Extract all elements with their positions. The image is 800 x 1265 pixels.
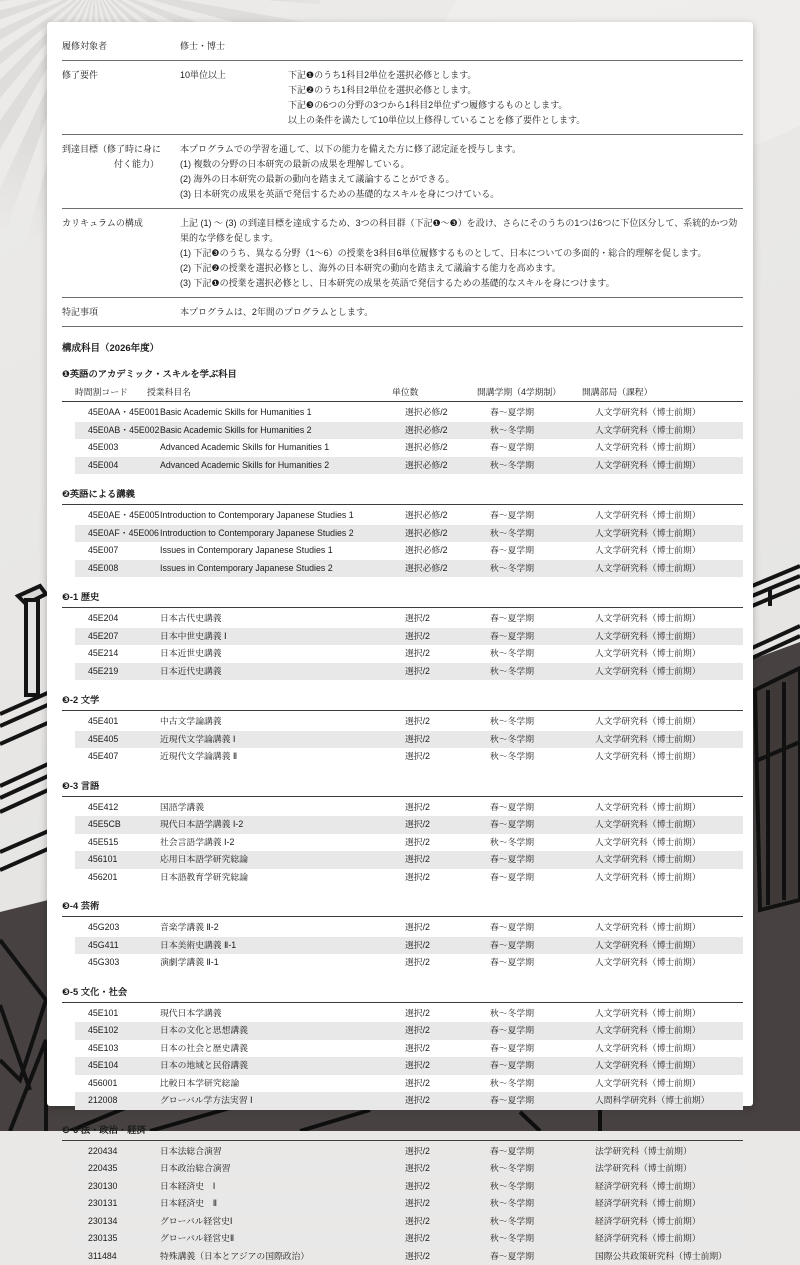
cell-timetable-code: 45E412: [88, 799, 160, 817]
cell-department: 人文学研究科（博士前期）: [595, 1057, 743, 1075]
condition-line: 下記❸の6つの分野の3つから1科目2単位ずつ履修するものとします。: [288, 98, 743, 113]
cell-course-name: 日本の社会と歴史講義: [160, 1040, 405, 1058]
cell-timetable-code: 45E204: [88, 610, 160, 628]
cell-department: 人文学研究科（博士前期）: [595, 713, 743, 731]
cell-timetable-code: 220435: [88, 1160, 160, 1178]
cell-department: 人文学研究科（博士前期）: [595, 1040, 743, 1058]
cell-timetable-code: 45G303: [88, 954, 160, 972]
curriculum-line: (3) 下記❶の授業を選択必修とし、日本研究の成果を英語で発信するための基礎的なスキルを身につけます。: [180, 276, 743, 291]
cell-department: 人文学研究科（博士前期）: [595, 816, 743, 834]
table-row: [75, 816, 743, 834]
cell-units: 選択/2: [405, 645, 490, 663]
cell-timetable-code: 45E004: [88, 457, 160, 475]
cell-timetable-code: 45E405: [88, 731, 160, 749]
cell-units: 選択/2: [405, 834, 490, 852]
cell-course-name: 社会言語学講義 Ⅰ-2: [160, 834, 405, 852]
divider: [62, 208, 743, 209]
table-row: [75, 439, 743, 457]
cell-semester: 秋～冬学期: [490, 560, 595, 578]
curriculum-label: カリキュラムの構成: [62, 216, 180, 291]
cell-department: 人文学研究科（博士前期）: [595, 869, 743, 887]
cell-semester: 春～夏学期: [490, 816, 595, 834]
cell-semester: 秋～冬学期: [490, 1230, 595, 1248]
notes-label: 特記事項: [62, 305, 180, 320]
course-section: [62, 486, 743, 577]
cell-semester: 春～夏学期: [490, 404, 595, 422]
table-row: [75, 422, 743, 440]
cell-course-name: 現代日本学講義: [160, 1005, 405, 1023]
condition-line: 下記❷のうち1科目2単位を選択必修とします。: [288, 83, 743, 98]
cell-units: 選択必修/2: [405, 525, 490, 543]
curriculum-line: (1) 下記❸のうち、異なる分野（1～6）の授業を3科目6単位履修するものとして、日本についての多面的・総合的理解を促します。: [180, 246, 743, 261]
cell-timetable-code: 45E407: [88, 748, 160, 766]
cell-course-name: 特殊講義（日本とアジアの国際政治）: [160, 1248, 405, 1265]
cell-timetable-code: 220434: [88, 1143, 160, 1161]
cell-semester: 秋～冬学期: [490, 422, 595, 440]
course-section: [62, 778, 743, 887]
table-rule: [62, 1140, 743, 1141]
table-row: [75, 1248, 743, 1265]
cell-timetable-code: 45E103: [88, 1040, 160, 1058]
cell-course-name: 日本経済史 Ⅱ: [160, 1195, 405, 1213]
table-row: [75, 713, 743, 731]
cell-semester: 秋～冬学期: [490, 663, 595, 681]
cell-semester: 春～夏学期: [490, 799, 595, 817]
cell-semester: 秋～冬学期: [490, 731, 595, 749]
cell-timetable-code: 456201: [88, 869, 160, 887]
cell-department: 経済学研究科（博士前期）: [595, 1178, 743, 1196]
cell-semester: 秋～冬学期: [490, 457, 595, 475]
cell-department: 経済学研究科（博士前期）: [595, 1230, 743, 1248]
cell-semester: 秋～冬学期: [490, 1213, 595, 1231]
cell-department: 人文学研究科（博士前期）: [595, 542, 743, 560]
cell-timetable-code: 45E008: [88, 560, 160, 578]
cell-timetable-code: 45E401: [88, 713, 160, 731]
cell-course-name: グローバル経営史Ⅱ: [160, 1230, 405, 1248]
cell-department: 人文学研究科（博士前期）: [595, 457, 743, 475]
cell-course-name: 日本経済史 Ⅰ: [160, 1178, 405, 1196]
cell-units: 選択/2: [405, 1040, 490, 1058]
cell-semester: 秋～冬学期: [490, 1075, 595, 1093]
cell-semester: 春～夏学期: [490, 542, 595, 560]
table-row: [75, 507, 743, 525]
cell-semester: 春～夏学期: [490, 937, 595, 955]
table-row: [75, 869, 743, 887]
cell-course-name: 日本法総合演習: [160, 1143, 405, 1161]
cell-timetable-code: 45E101: [88, 1005, 160, 1023]
table-rule: [62, 916, 743, 917]
goal-line: 本プログラムでの学習を通して、以下の能力を備えた方に修了認定証を授与します。: [180, 142, 743, 157]
cell-timetable-code: 456001: [88, 1075, 160, 1093]
info-row-audience: [62, 39, 743, 54]
cell-timetable-code: 45E219: [88, 663, 160, 681]
curriculum-line: 上記 (1) ～ (3) の到達目標を達成するため、3つの科目群（下記❶～❸）を設け、さらにそのうちの1つは6つに下位区分して、系統的かつ効果的な学修を促します。: [180, 216, 743, 246]
curriculum-lines: [180, 216, 743, 291]
cell-units: 選択/2: [405, 663, 490, 681]
cell-semester: 春～夏学期: [490, 919, 595, 937]
cell-semester: 春～夏学期: [490, 869, 595, 887]
cell-course-name: 国語学講義: [160, 799, 405, 817]
cell-course-name: 近現代文学論講義 Ⅰ: [160, 731, 405, 749]
cell-timetable-code: 230135: [88, 1230, 160, 1248]
course-section: [62, 1122, 743, 1265]
completion-credits: 10単位以上: [180, 68, 288, 128]
cell-department: 人文学研究科（博士前期）: [595, 954, 743, 972]
cell-semester: 秋～冬学期: [490, 834, 595, 852]
table-row: [75, 1160, 743, 1178]
course-section-title: ❸-3 言語: [62, 778, 743, 792]
cell-units: 選択/2: [405, 954, 490, 972]
table-row: [75, 1213, 743, 1231]
cell-timetable-code: 45E0AE・45E005: [88, 507, 160, 525]
cell-department: 法学研究科（博士前期）: [595, 1143, 743, 1161]
table-rule: [62, 710, 743, 711]
cell-course-name: Basic Academic Skills for Humanities 2: [160, 422, 405, 440]
cell-semester: 秋～冬学期: [490, 1195, 595, 1213]
cell-course-name: Issues in Contemporary Japanese Studies 1: [160, 542, 405, 560]
course-section: [62, 366, 743, 474]
cell-course-name: 日本近代史講義: [160, 663, 405, 681]
column-header: 単位数: [392, 384, 477, 401]
cell-course-name: Introduction to Contemporary Japanese Studies 2: [160, 525, 405, 543]
cell-course-name: 比較日本学研究総論: [160, 1075, 405, 1093]
course-section: [62, 589, 743, 680]
cell-units: 選択必修/2: [405, 422, 490, 440]
cell-course-name: 近現代文学論講義 Ⅱ: [160, 748, 405, 766]
table-rule: [62, 1002, 743, 1003]
table-rule: [62, 607, 743, 608]
cell-semester: 春～夏学期: [490, 439, 595, 457]
table-row: [75, 748, 743, 766]
info-row-goals: [62, 142, 743, 202]
cell-timetable-code: 45E003: [88, 439, 160, 457]
table-row: [75, 1057, 743, 1075]
goals-label-line1: 到達目標（修了時に身に: [62, 142, 180, 157]
cell-units: 選択/2: [405, 1213, 490, 1231]
info-row-curriculum: [62, 216, 743, 291]
course-section: [62, 692, 743, 766]
column-header: 開講部局（課程）: [582, 384, 743, 401]
cell-timetable-code: 45E5CB: [88, 816, 160, 834]
cell-semester: 秋～冬学期: [490, 1160, 595, 1178]
cell-timetable-code: 45E0AA・45E001: [88, 404, 160, 422]
cell-units: 選択/2: [405, 1022, 490, 1040]
cell-course-name: 日本の地域と民俗講義: [160, 1057, 405, 1075]
table-rule: [62, 504, 743, 505]
goals-label-line2: 付く能力）: [114, 157, 180, 172]
cell-units: 選択/2: [405, 731, 490, 749]
audience-value: 修士・博士: [180, 39, 743, 54]
cell-units: 選択必修/2: [405, 457, 490, 475]
cell-semester: 春～夏学期: [490, 1248, 595, 1265]
cell-department: 人文学研究科（博士前期）: [595, 1005, 743, 1023]
table-row: [75, 919, 743, 937]
table-row: [75, 457, 743, 475]
cell-semester: 春～夏学期: [490, 954, 595, 972]
cell-department: 人文学研究科（博士前期）: [595, 834, 743, 852]
goal-line: (1) 複数の分野の日本研究の最新の成果を理解している。: [180, 157, 743, 172]
cell-semester: 秋～冬学期: [490, 1178, 595, 1196]
cell-department: 人文学研究科（博士前期）: [595, 919, 743, 937]
cell-units: 選択/2: [405, 610, 490, 628]
table-row: [75, 1143, 743, 1161]
cell-timetable-code: 45E207: [88, 628, 160, 646]
cell-units: 選択/2: [405, 1075, 490, 1093]
cell-units: 選択必修/2: [405, 439, 490, 457]
table-row: [75, 731, 743, 749]
cell-course-name: 音楽学講義 Ⅱ-2: [160, 919, 405, 937]
cell-units: 選択/2: [405, 748, 490, 766]
course-section-title: ❸-4 芸術: [62, 898, 743, 912]
cell-course-name: 日本美術史講義 Ⅱ-1: [160, 937, 405, 955]
goal-line: (2) 海外の日本研究の最新の動向を踏まえて議論することができる。: [180, 172, 743, 187]
cell-department: 経済学研究科（博士前期）: [595, 1213, 743, 1231]
cell-course-name: Advanced Academic Skills for Humanities 2: [160, 457, 405, 475]
condition-line: 下記❶のうち1科目2単位を選択必修とします。: [288, 68, 743, 83]
cell-department: 人文学研究科（博士前期）: [595, 422, 743, 440]
cell-department: 人文学研究科（博士前期）: [595, 404, 743, 422]
cell-department: 人文学研究科（博士前期）: [595, 628, 743, 646]
table-row: [75, 1230, 743, 1248]
cell-units: 選択/2: [405, 1160, 490, 1178]
cell-department: 人文学研究科（博士前期）: [595, 731, 743, 749]
cell-course-name: Issues in Contemporary Japanese Studies 2: [160, 560, 405, 578]
cell-semester: 秋～冬学期: [490, 713, 595, 731]
column-header: 開講学期（4学期制）: [477, 384, 582, 401]
table-row: [75, 525, 743, 543]
cell-semester: 春～夏学期: [490, 1040, 595, 1058]
cell-department: 人文学研究科（博士前期）: [595, 748, 743, 766]
condition-line: 以上の条件を満たして10単位以上修得していることを修了要件とします。: [288, 113, 743, 128]
cell-units: 選択必修/2: [405, 542, 490, 560]
table-row: [75, 851, 743, 869]
course-section-title: ❸-5 文化・社会: [62, 984, 743, 998]
cell-units: 選択/2: [405, 1195, 490, 1213]
table-row: [75, 1178, 743, 1196]
table-row: [75, 1092, 743, 1110]
cell-department: 人文学研究科（博士前期）: [595, 560, 743, 578]
cell-department: 経済学研究科（博士前期）: [595, 1195, 743, 1213]
divider: [62, 326, 743, 327]
cell-course-name: 応用日本語学研究総論: [160, 851, 405, 869]
cell-course-name: Advanced Academic Skills for Humanities 1: [160, 439, 405, 457]
cell-course-name: 日本語教育学研究総論: [160, 869, 405, 887]
cell-units: 選択必修/2: [405, 507, 490, 525]
cell-timetable-code: 45E0AF・45E006: [88, 525, 160, 543]
cell-semester: 秋～冬学期: [490, 748, 595, 766]
cell-semester: 春～夏学期: [490, 628, 595, 646]
cell-semester: 秋～冬学期: [490, 1005, 595, 1023]
info-row-notes: [62, 305, 743, 320]
cell-department: 人文学研究科（博士前期）: [595, 851, 743, 869]
cell-department: 人文学研究科（博士前期）: [595, 645, 743, 663]
cell-timetable-code: 45E007: [88, 542, 160, 560]
cell-semester: 春～夏学期: [490, 1057, 595, 1075]
course-section-title: ❸-6 法・政治・経済: [62, 1122, 743, 1136]
table-row: [75, 628, 743, 646]
column-header: 授業科目名: [147, 384, 392, 401]
goal-line: (3) 日本研究の成果を英語で発信するための基礎的なスキルを身につけている。: [180, 187, 743, 202]
cell-semester: 春～夏学期: [490, 1092, 595, 1110]
courses-heading: 構成科目（2026年度）: [62, 340, 743, 354]
cell-timetable-code: 45G203: [88, 919, 160, 937]
cell-department: 人文学研究科（博士前期）: [595, 799, 743, 817]
cell-timetable-code: 45E102: [88, 1022, 160, 1040]
curriculum-line: (2) 下記❷の授業を選択必修とし、海外の日本研究の動向を踏まえて議論する能力を高めます。: [180, 261, 743, 276]
course-section-title: ❷英語による講義: [62, 486, 743, 500]
cell-units: 選択/2: [405, 799, 490, 817]
table-row: [75, 834, 743, 852]
cell-course-name: グローバル学方法実習 Ⅰ: [160, 1092, 405, 1110]
cell-timetable-code: 230131: [88, 1195, 160, 1213]
cell-timetable-code: 45E214: [88, 645, 160, 663]
cell-units: 選択/2: [405, 1248, 490, 1265]
cell-timetable-code: 212008: [88, 1092, 160, 1110]
cell-department: 法学研究科（博士前期）: [595, 1160, 743, 1178]
cell-course-name: 日本の文化と思想講義: [160, 1022, 405, 1040]
table-header-row: [62, 384, 743, 401]
cell-units: 選択/2: [405, 937, 490, 955]
table-rule: [62, 796, 743, 797]
cell-department: 人文学研究科（博士前期）: [595, 663, 743, 681]
cell-timetable-code: 230134: [88, 1213, 160, 1231]
cell-units: 選択/2: [405, 1057, 490, 1075]
cell-department: 人文学研究科（博士前期）: [595, 525, 743, 543]
cell-course-name: 日本政治総合演習: [160, 1160, 405, 1178]
cell-timetable-code: 45E515: [88, 834, 160, 852]
cell-department: 国際公共政策研究科（博士前期）: [595, 1248, 743, 1265]
cell-course-name: Basic Academic Skills for Humanities 1: [160, 404, 405, 422]
course-sections: [62, 366, 743, 1265]
cell-department: 人文学研究科（博士前期）: [595, 439, 743, 457]
course-section: [62, 984, 743, 1110]
table-rule: [62, 401, 743, 402]
cell-timetable-code: 456101: [88, 851, 160, 869]
cell-department: 人間科学研究科（博士前期）: [595, 1092, 743, 1110]
cell-course-name: 現代日本語学講義 Ⅰ-2: [160, 816, 405, 834]
completion-label: 修了要件: [62, 68, 180, 128]
course-section-title: ❸-1 歴史: [62, 589, 743, 603]
cell-course-name: 中古文学論講義: [160, 713, 405, 731]
cell-units: 選択必修/2: [405, 560, 490, 578]
table-row: [75, 610, 743, 628]
course-section-title: ❸-2 文学: [62, 692, 743, 706]
completion-conditions: [288, 68, 743, 128]
document-page: [47, 22, 753, 1106]
audience-label: 履修対象者: [62, 39, 180, 54]
cell-units: 選択/2: [405, 919, 490, 937]
cell-semester: 春～夏学期: [490, 507, 595, 525]
table-row: [75, 937, 743, 955]
cell-units: 選択/2: [405, 628, 490, 646]
table-row: [75, 560, 743, 578]
cell-course-name: 日本古代史講義: [160, 610, 405, 628]
cell-units: 選択/2: [405, 1143, 490, 1161]
cell-timetable-code: 45E0AB・45E002: [88, 422, 160, 440]
divider: [62, 134, 743, 135]
divider: [62, 297, 743, 298]
table-row: [75, 954, 743, 972]
cell-semester: 春～夏学期: [490, 610, 595, 628]
cell-units: 選択/2: [405, 1178, 490, 1196]
cell-semester: 春～夏学期: [490, 1143, 595, 1161]
cell-semester: 春～夏学期: [490, 851, 595, 869]
cell-timetable-code: 45E104: [88, 1057, 160, 1075]
table-row: [75, 1005, 743, 1023]
cell-department: 人文学研究科（博士前期）: [595, 507, 743, 525]
cell-units: 選択/2: [405, 1230, 490, 1248]
cell-timetable-code: 45G411: [88, 937, 160, 955]
cell-timetable-code: 230130: [88, 1178, 160, 1196]
table-row: [75, 645, 743, 663]
cell-course-name: Introduction to Contemporary Japanese Studies 1: [160, 507, 405, 525]
table-row: [75, 1040, 743, 1058]
cell-course-name: 日本近世史講義: [160, 645, 405, 663]
table-row: [75, 799, 743, 817]
goals-label: [62, 142, 180, 202]
cell-course-name: グローバル経営史Ⅰ: [160, 1213, 405, 1231]
cell-units: 選択/2: [405, 869, 490, 887]
table-row: [75, 404, 743, 422]
table-row: [75, 1075, 743, 1093]
cell-units: 選択/2: [405, 713, 490, 731]
cell-semester: 春～夏学期: [490, 1022, 595, 1040]
cell-department: 人文学研究科（博士前期）: [595, 1075, 743, 1093]
column-header: 時間割コード: [75, 384, 147, 401]
table-row: [75, 663, 743, 681]
cell-department: 人文学研究科（博士前期）: [595, 610, 743, 628]
course-section-title: ❶英語のアカデミック・スキルを学ぶ科目: [62, 366, 743, 380]
cell-semester: 秋～冬学期: [490, 645, 595, 663]
cell-timetable-code: 311484: [88, 1248, 160, 1265]
cell-units: 選択/2: [405, 1092, 490, 1110]
cell-department: 人文学研究科（博士前期）: [595, 937, 743, 955]
table-row: [75, 1195, 743, 1213]
cell-units: 選択/2: [405, 851, 490, 869]
course-section: [62, 898, 743, 972]
divider: [62, 60, 743, 61]
goals-lines: [180, 142, 743, 202]
cell-units: 選択/2: [405, 1005, 490, 1023]
cell-course-name: 日本中世史講義 Ⅰ: [160, 628, 405, 646]
cell-semester: 秋～冬学期: [490, 525, 595, 543]
cell-units: 選択必修/2: [405, 404, 490, 422]
cell-units: 選択/2: [405, 816, 490, 834]
cell-department: 人文学研究科（博士前期）: [595, 1022, 743, 1040]
info-row-completion: [62, 68, 743, 128]
notes-value: 本プログラムは、2年間のプログラムとします。: [180, 305, 743, 320]
table-row: [75, 1022, 743, 1040]
table-row: [75, 542, 743, 560]
cell-course-name: 演劇学講義 Ⅱ-1: [160, 954, 405, 972]
